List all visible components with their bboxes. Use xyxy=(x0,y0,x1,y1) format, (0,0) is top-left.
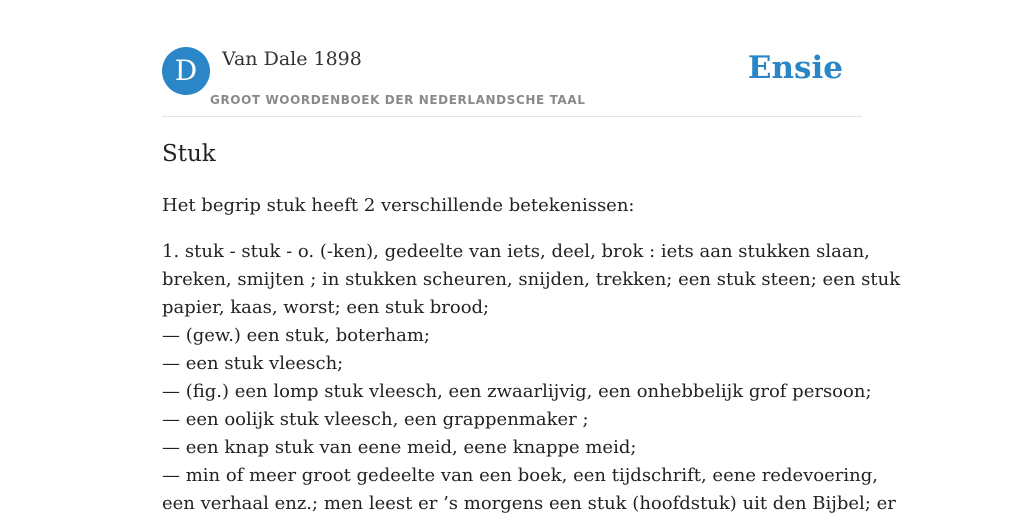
definition-line: — een stuk vleesch; xyxy=(162,353,344,374)
logo-letter: D xyxy=(174,54,198,87)
definition-line: papier, kaas, worst; een stuk brood; xyxy=(162,297,490,318)
definition-line: — een knap stuk van eene meid, eene knappe meid; xyxy=(162,437,637,458)
entry-intro: Het begrip stuk heeft 2 verschillende betekenissen: xyxy=(162,195,635,216)
definition-line: — (fig.) een lomp stuk vleesch, een zwaarlijvig, een onhebbelijk grof persoon; xyxy=(162,381,872,402)
definition-line: — een oolijk stuk vleesch, een grappenmaker ; xyxy=(162,409,589,430)
definition-text xyxy=(162,238,901,518)
definition-line: een verhaal enz.; men leest er ’s morgens een stuk (hoofdstuk) uit den Bijbel; er xyxy=(162,493,896,514)
entry-title: Stuk xyxy=(162,141,216,167)
ensie-logo[interactable]: Ensie xyxy=(747,50,843,86)
definition-line: — min of meer groot gedeelte van een boek, een tijdschrift, eene redevoering, xyxy=(162,465,878,486)
book-title[interactable]: Van Dale 1898 xyxy=(222,48,362,70)
definition-line: 1. stuk - stuk - o. (-ken), gedeelte van iets, deel, brok : iets aan stukken slaan, xyxy=(162,241,870,262)
definition-line: breken, smijten ; in stukken scheuren, snijden, trekken; een stuk steen; een stuk xyxy=(162,269,901,290)
book-subtitle: GROOT WOORDENBOEK DER NEDERLANDSCHE TAAL xyxy=(210,93,586,107)
site-header xyxy=(162,46,862,117)
dictionary-logo[interactable] xyxy=(162,47,210,95)
entry-content xyxy=(162,138,901,518)
definition-line: — (gew.) een stuk, boterham; xyxy=(162,325,430,346)
